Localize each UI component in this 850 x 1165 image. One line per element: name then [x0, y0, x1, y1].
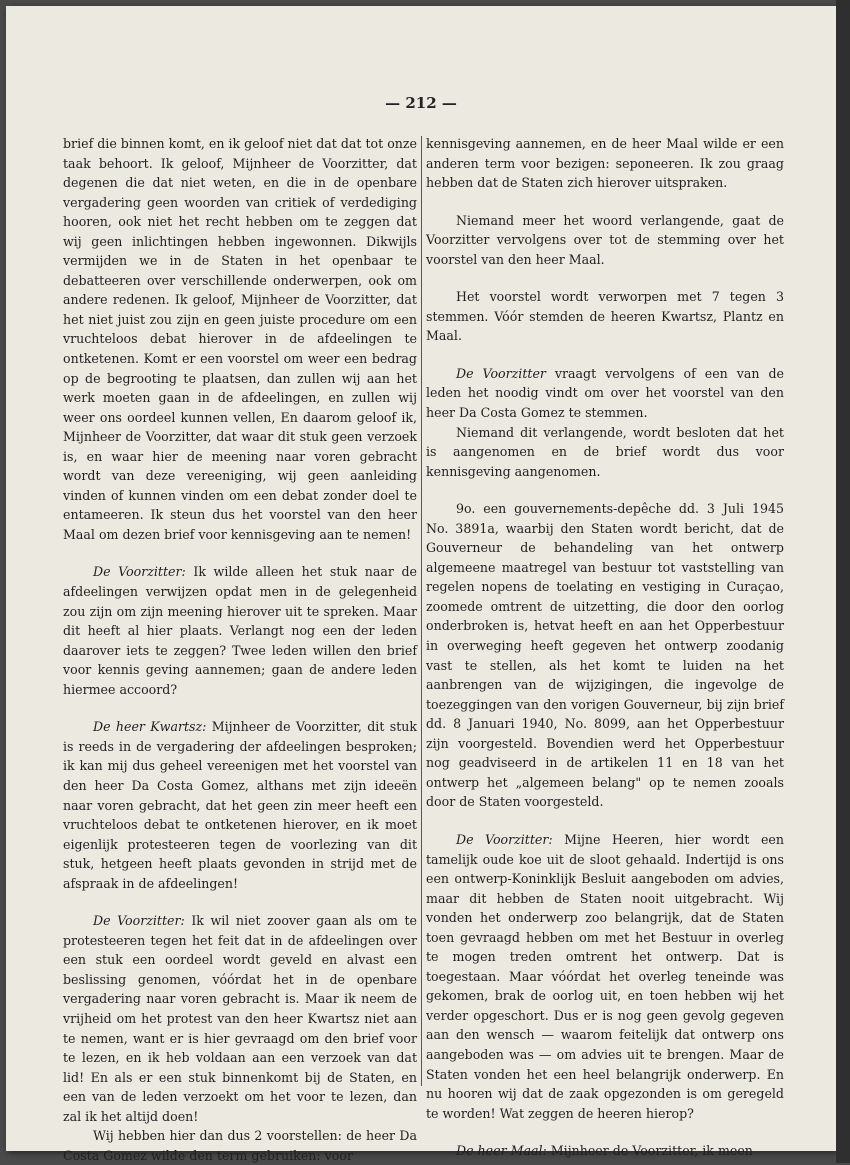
scan-edge	[836, 0, 850, 1163]
page-number: — 212 —	[385, 94, 457, 112]
right-column	[426, 134, 784, 1161]
speaker-label: De Voorzitter:	[93, 913, 185, 929]
speaker-label: De Voorzitter	[456, 365, 546, 381]
paragraph: De heer Maal: Mijnheer de Voorzitter, ik meen	[456, 1143, 753, 1159]
column-divider	[421, 136, 422, 1086]
paragraph: De Voorzitter: Ik wilde alleen het stuk naar de afdeelingen verwijzen opdat men in de gelegenheid zou zijn om zijn meening hierover uit te spreken. Maar dit heeft al hier plaats. Verlangt nog een der leden daarover iets te zeggen? Twee leden willen den brief voor kennis geving aannemen; gaan de andere leden hiermee accoord?	[63, 564, 417, 697]
paragraph: Wij hebben hier dan dus 2 voorstellen: de heer Da Costa Gomez wilde den term gebruiken: voor	[63, 1128, 417, 1163]
paragraph: 9o. een gouvernements-depêche dd. 3 Juli 1945 No. 3891a, waarbij den Staten wordt bericht, dat de Gouverneur de behandeling van het ontwerp algemeene maatregel van bestuur tot vaststelling van regelen nopens de toelating en vestiging in Curaçao, zoomede omtrent de uitzetting, die door den oorlog onderbroken is, hetvat heeft en aan het Opperbestuur in overweging heeft gegeven het ontwerp zoodanig vast te stellen, als het komt te luiden na het aanbrengen van de wijzigingen, die ingevolge de toezeggingen van den vorigen Gouverneur, bij zijn brief dd. 8 Januari 1940, No. 8099, aan het Opperbestuur zijn voorgesteld. Bovendien werd het Opperbestuur nog geadviseerd in de artikelen 11 en 18 van het ontwerp het „algemeen belang" op te nemen zooals door de Staten voorgesteld.	[426, 501, 784, 810]
paragraph: Het voorstel wordt verworpen met 7 tegen 3 stemmen. Vóór stemden de heeren Kwartsz, Plantz en Maal.	[426, 289, 784, 344]
paragraph: De Voorzitter vraagt vervolgens of een van de leden het noodig vindt om over het voorstel van den heer Da Costa Gomez te stemmen.	[426, 365, 785, 421]
paragraph: De heer Kwartsz: Mijnheer de Voorzitter, dit stuk is reeds in de vergadering der afdeelingen besproken; ik kan mij dus geheel vereenigen met het voorstel van den heer Da Costa Gomez, althans met zijn ideeën naar voren gebracht, dat het geen zin meer heeft een vruchteloos debat te ontketenen hierover, en ik moet eigenlijk protesteeren tegen de voorlezing van dit stuk, hetgeen heeft plaats gevonden in strijd met de afspraak in de afdeelingen!	[63, 719, 417, 891]
document-page	[6, 6, 836, 1163]
paragraph: kennisgeving aannemen, en de heer Maal wilde er een anderen term voor bezigen: seponeeren. Ik zou graag hebben dat de Staten zich hierover uitspraken.	[426, 136, 784, 191]
speaker-label: De heer Maal:	[456, 1143, 547, 1159]
speaker-label: De Voorzitter:	[456, 831, 553, 847]
paragraph: Niemand dit verlangende, wordt besloten dat het is aangenomen en de brief wordt dus voor kennisgeving aangenomen.	[426, 424, 784, 479]
speaker-label: De heer Kwartsz:	[93, 719, 207, 735]
paragraph: Niemand meer het woord verlangende, gaat de Voorzitter vervolgens over tot de stemming over het voorstel van den heer Maal.	[426, 212, 784, 267]
paragraph: De Voorzitter: Ik wil niet zoover gaan als om te protesteeren tegen het feit dat in de afdeelingen over een stuk een oordeel wordt geveld en alvast een beslissing genomen, vóórdat het in de openbare vergadering naar voren gebracht is. Maar ik neem de vrijheid om het protest van den heer Kwartsz niet aan te nemen, want er is hier gevraagd om den brief voor te lezen, en ik heb voldaan aan een verzoek van dat lid! En als er een stuk binnenkomt bij de Staten, en een van de leden verzoekt om het voor te lezen, dan zal ik het altijd doen!	[63, 913, 417, 1124]
speaker-label: De Voorzitter:	[93, 564, 186, 580]
paragraph: brief die binnen komt, en ik geloof niet dat dat tot onze taak behoort. Ik geloof, Mijnheer de Voorzitter, dat degenen die dat niet weten, en die in de openbare vergadering geen woorden van critiek of verdediging hooren, ook niet het recht hebben om te zeggen dat wij geen inlichtingen hebben ingewonnen. Dikwijls vermijden we in de Staten in het openbaar te debatteeren over verschillende onderwerpen, ook om andere redenen. Ik geloof, Mijnheer de Voorzitter, dat het niet juist zou zijn en geen juiste procedure om een vruchteloos debat hierover in de afdeelingen te ontketenen. Komt er een voorstel om weer een bedrag op de begrooting te plaatsen, dan zullen wij aan het werk moeten gaan in de afdeelingen, en zullen wij weer ons oordeel kunnen vellen, En daarom geloof ik, Mijnheer de Voorzitter, dat waar dit stuk geen verzoek is, en waar hier de meening naar voren gebracht wordt van deze vereeniging, wij geen aanleiding vinden of kunnen vinden om een debat zonder doel te entameeren. Ik steun dus het voorstel van den heer Maal om dezen brief voor kennisgeving aan te nemen!	[63, 136, 417, 542]
left-column	[63, 134, 417, 1165]
paragraph: De Voorzitter: Mijne Heeren, hier wordt een tamelijk oude koe uit de sloot gehaald. Indertijd is ons een ontwerp-Koninklijk Besluit aangeboden om advies, maar dit hebben de Staten nooit uitgebracht. Wij vonden het onderwerp zoo belangrijk, dat de Staten toen gevraagd hebben om met het Bestuur in overleg te mogen treden omtrent het ontwerp. Dat is toegestaan. Maar vóórdat het overleg teneinde was gekomen, brak de oorlog uit, en toen hebben wij het verder opgeschort. Dus er is nog geen gevolg gegeven aan den wensch — waarom feitelijk dat ontwerp ons aangeboden was — om advies uit te brengen. Maar de Staten vonden het een heel belangrijk onderwerp. En nu hooren wij dat de zaak opgezonden is om geregeld te worden! Wat zeggen de heeren hierop?	[426, 831, 784, 1121]
